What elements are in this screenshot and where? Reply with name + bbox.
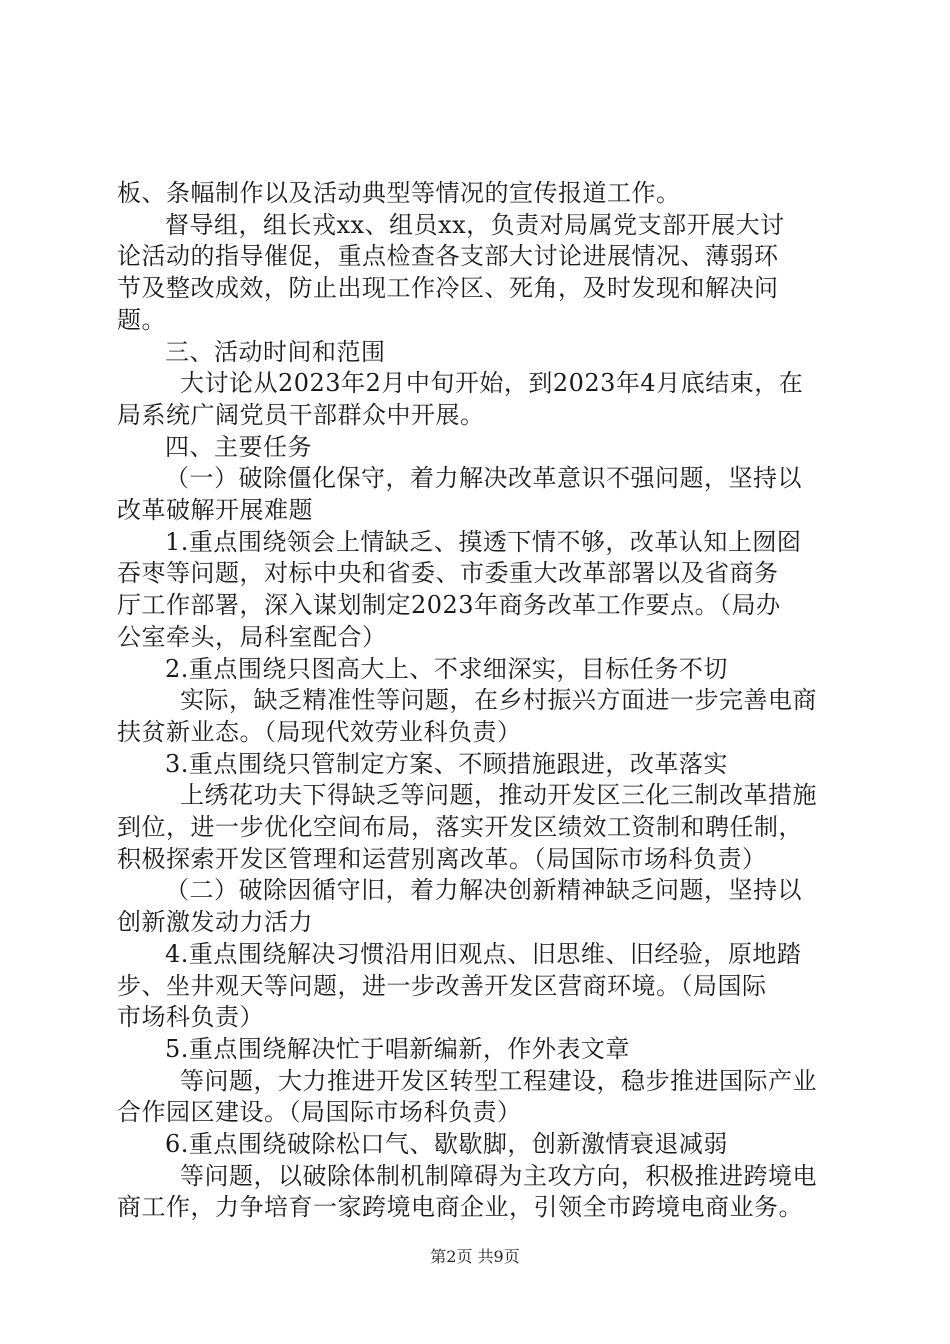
section-heading: 四、主要任务	[165, 433, 312, 461]
text-line: 到位，进一步优化空间布局，落实开发区绩效工资制和聘任制，	[117, 813, 803, 841]
text-line: 公室牵头，局科室配合）	[117, 623, 387, 651]
task-item: 1.重点围绕领会上情缺乏、摸透下情不够，改革认知上囫囵	[165, 528, 802, 556]
text-line: 吞枣等问题，对标中央和省委、市委重大改革部署以及省商务	[117, 559, 779, 587]
text-line: 实际，缺乏精准性等问题，在乡村振兴方面进一步完善电商	[180, 686, 817, 714]
text-line: 市场科负责）	[117, 1003, 264, 1031]
text-line: 板、条幅制作以及活动典型等情况的宣传报道工作。	[117, 179, 681, 207]
text-line: 督导组，组长戎xx、组员xx，负责对局属党支部开展大讨	[165, 211, 785, 239]
text-line: 厅工作部署，深入谋划制定2023年商务改革工作要点。（局办	[117, 591, 781, 619]
text-line: 等问题，以破除体制机制障碍为主攻方向，积极推进跨境电	[180, 1162, 817, 1190]
text-line: 创新激发动力活力	[117, 908, 313, 936]
text-line: 大讨论从2023年2月中旬开始，到2023年4月底结束，在	[180, 369, 804, 397]
section-heading: 三、活动时间和范围	[165, 338, 386, 366]
text-line: 改革破解开展难题	[117, 496, 313, 524]
text-line: 论活动的指导催促，重点检查各支部大讨论进展情况、薄弱环	[117, 242, 779, 270]
subsection-heading: （二）破除因循守旧，着力解决创新精神缺乏问题，坚持以	[165, 876, 802, 904]
text-line: 上绣花功夫下得缺乏等问题，推动开发区三化三制改革措施	[180, 781, 817, 809]
page-number-footer: 第2页 共9页	[430, 1247, 520, 1266]
text-line: 扶贫新业态。（局现代效劳业科负责）	[117, 718, 522, 746]
text-line: 积极探索开发区管理和运营别离改革。（局国际市场科负责）	[117, 845, 767, 873]
task-item: 5.重点围绕解决忙于唱新编新，作外表文章	[165, 1035, 630, 1063]
task-item: 4.重点围绕解决习惯沿用旧观点、旧思维、旧经验，原地踏	[165, 940, 802, 968]
text-line: 局系统广阔党员干部群众中开展。	[117, 401, 485, 429]
text-line: 合作园区建设。（局国际市场科负责）	[117, 1098, 522, 1126]
task-item: 3.重点围绕只管制定方案、不顾措施跟进，改革落实	[165, 750, 728, 778]
text-line: 等问题，大力推进开发区转型工程建设，稳步推进国际产业	[180, 1067, 817, 1095]
task-item: 6.重点围绕破除松口气、歇歇脚，创新激情衰退减弱	[165, 1130, 728, 1158]
text-line: 节及整改成效，防止出现工作冷区、死角，及时发现和解决问	[117, 274, 779, 302]
text-line: 商工作，力争培育一家跨境电商企业，引领全市跨境电商业务。	[117, 1193, 803, 1221]
task-item: 2.重点围绕只图高大上、不求细深实，目标任务不切	[165, 655, 728, 683]
text-line: 步、坐井观天等问题，进一步改善开发区营商环境。（局国际	[117, 972, 767, 1000]
text-line: 题。	[117, 306, 166, 334]
subsection-heading: （一）破除僵化保守，着力解决改革意识不强问题，坚持以	[165, 464, 802, 492]
